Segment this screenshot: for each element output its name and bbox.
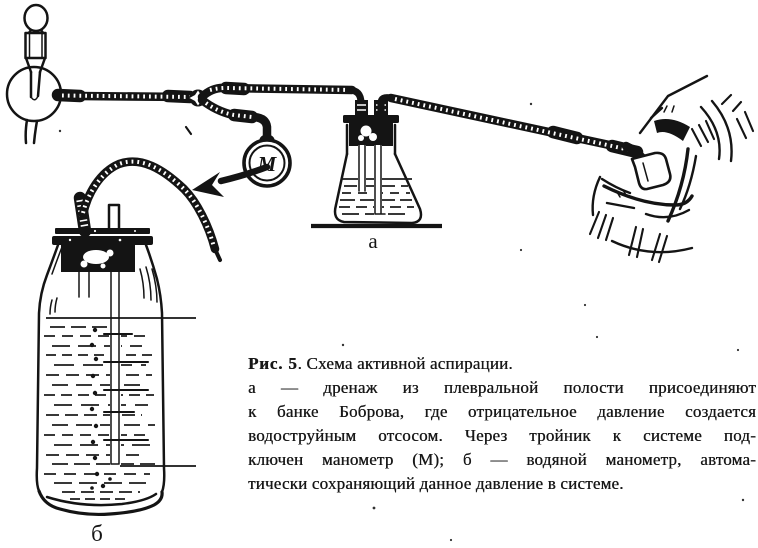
caption-line-1: а — дренаж из плевральной полости присоединяют bbox=[248, 378, 756, 397]
caption-line-4: ключен манометр (М); б — водяной манометр, автома- bbox=[248, 450, 756, 469]
water-jet-pump bbox=[7, 5, 61, 143]
caption-line-3: водоструйным отсосом. Через тройник к системе под- bbox=[248, 426, 756, 445]
drain-tip bbox=[632, 153, 670, 189]
bobrov-bottle bbox=[37, 205, 196, 546]
manometer-label: М bbox=[257, 152, 277, 176]
drainage-tube bbox=[391, 98, 637, 152]
figure-caption bbox=[248, 352, 756, 496]
caption-line-2: к банке Боброва, где отрицательное давление создается bbox=[248, 402, 756, 421]
bottle-label: б bbox=[91, 521, 103, 546]
figure-number: Рис. 5 bbox=[248, 354, 298, 373]
patient-chest bbox=[590, 76, 753, 262]
bubbles bbox=[90, 328, 112, 490]
water-hatching bbox=[44, 327, 155, 499]
flask-label: а bbox=[368, 229, 378, 253]
caption-line-5: тически сохраняющий данное давление в системе. bbox=[248, 474, 624, 493]
figure-title: . Схема активной аспирации. bbox=[297, 354, 513, 373]
tube-to-flask bbox=[202, 88, 361, 112]
flask bbox=[311, 98, 442, 253]
manometer-gauge bbox=[244, 140, 290, 186]
caption-title-line bbox=[248, 352, 756, 376]
suction-tube bbox=[58, 95, 191, 134]
